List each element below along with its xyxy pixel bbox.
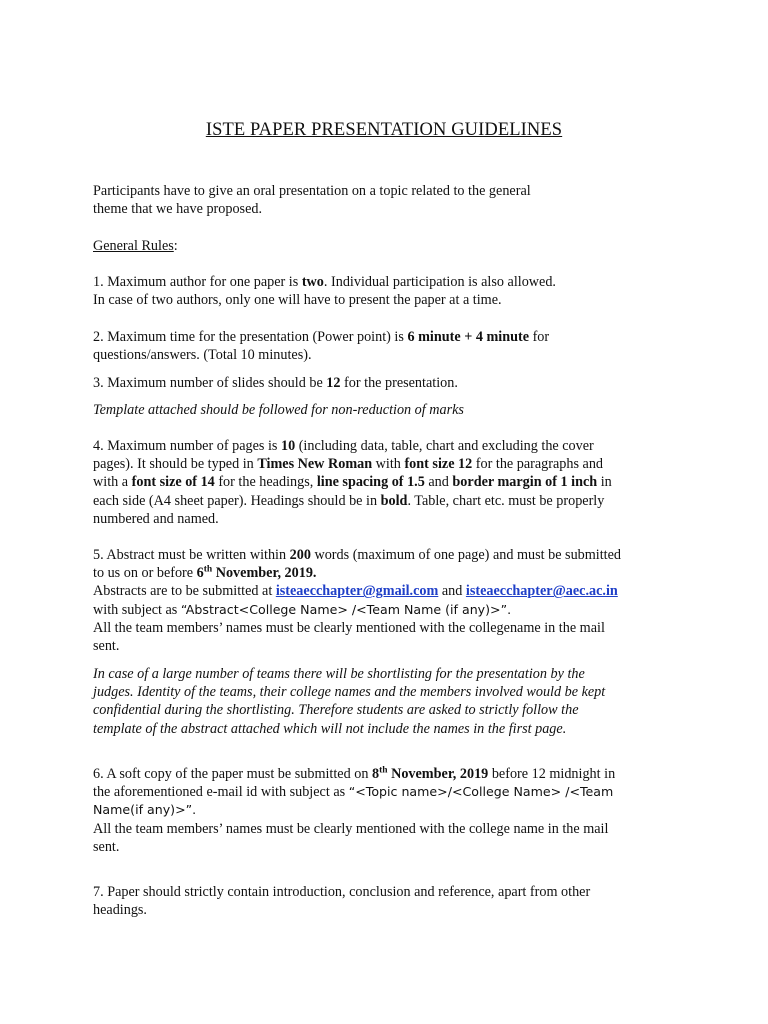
- email-link-aec[interactable]: isteaecchapter@aec.ac.in: [465, 583, 618, 600]
- rule-5: 5. Abstract must be written within 200 words (maximum of one page) and must be submitted to us on or before 6th November, 2019. Abstracts are to be submitted at isteaecchapter@gmail.com and isteaecchapter@aec.ac.in with subject as “Abstract<College Name> /<Team Name (if any)>”. All the team members’ names must be clearly mentioned with the collegename in the mail sent.: [93, 547, 622, 655]
- rule-7: 7. Paper should strictly contain introduction, conclusion and reference, apart from other headings.: [93, 884, 591, 919]
- page-title: ISTE PAPER PRESENTATION GUIDELINES: [205, 120, 563, 140]
- email-link-gmail[interactable]: isteaecchapter@gmail.com: [275, 583, 439, 600]
- template-note: Template attached should be followed for non-reduction of marks: [93, 402, 464, 418]
- rule-6: 6. A soft copy of the paper must be submitted on 8th November, 2019 before 12 midnight in the aforementioned e-mail id with subject as “<Topic name>/<College Name> /<Team Name(if any)>”. All the team members’ names must be clearly mentioned with the college name in the mail sent.: [93, 765, 616, 855]
- rule-3: 3. Maximum number of slides should be 12 for the presentation.: [93, 375, 458, 391]
- intro-paragraph: Participants have to give an oral presentation on a topic related to the general theme that we have proposed.: [93, 183, 531, 218]
- rule-1: 1. Maximum author for one paper is two. Individual participation is also allowed. In case of two authors, only one will have to present the paper at a time.: [93, 274, 556, 309]
- rule-2: 2. Maximum time for the presentation (Power point) is 6 minute + 4 minute for questions/answers. (Total 10 minutes).: [93, 329, 550, 364]
- rule-4: 4. Maximum number of pages is 10 (including data, table, chart and excluding the cover pages). It should be typed in Times New Roman with font size 12 for the paragraphs and with a font size of 14 for the headings, line spacing of 1.5 and border margin of 1 inch in each side (A4 sheet paper). Headings should be in bold. Table, chart etc. must be properly numbered and named.: [93, 438, 612, 527]
- shortlist-note: In case of a large number of teams there will be shortlisting for the presentation by the judges. Identity of the teams, their college names and the members involved would be kept confidential during the shortlisting. Therefore students are asked to strictly follow the template of the abstract attached which will not include the names in the first page.: [93, 666, 606, 737]
- general-rules-heading: General Rules:: [93, 238, 178, 254]
